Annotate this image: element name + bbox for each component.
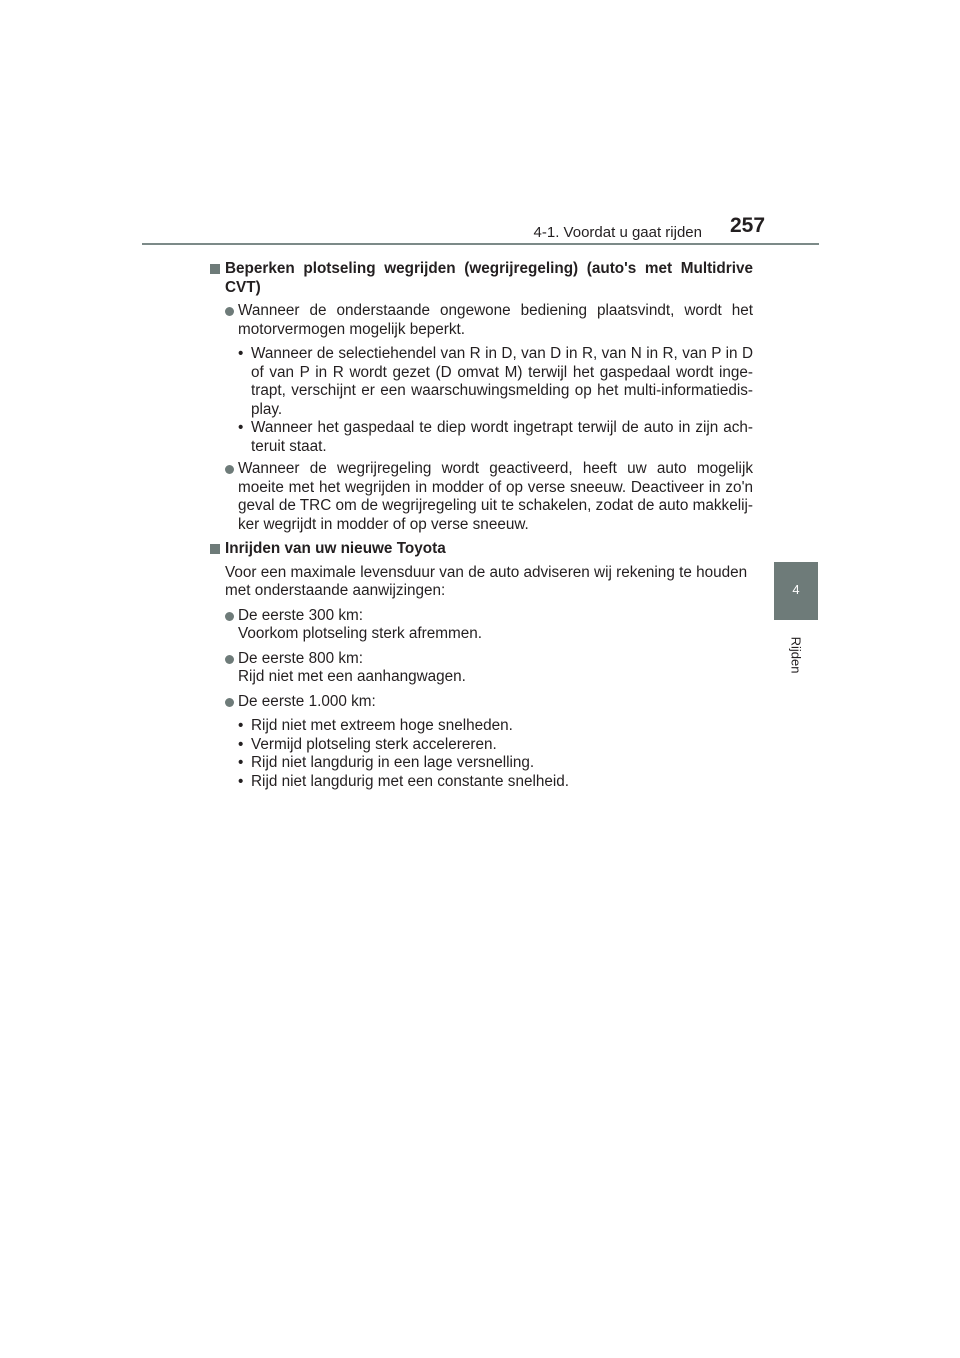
sub-list-item bbox=[209, 754, 753, 773]
list-item-title: De eerste 300 km: bbox=[238, 606, 363, 624]
sub-list-item bbox=[209, 717, 753, 736]
list-item bbox=[209, 302, 753, 339]
round-bullet-icon bbox=[225, 307, 234, 316]
page-content bbox=[209, 256, 753, 795]
list-item-text: Voorkom plotseling sterk afremmen. bbox=[238, 625, 483, 642]
sub-list-item-text: Rijd niet langdurig met een constante snelheid. bbox=[251, 772, 570, 790]
intro-paragraph: Voor een maximale levensduur van de auto adviseren wij rekening te houden met onderstaande aanwijzingen: bbox=[225, 563, 748, 599]
square-bullet-icon bbox=[210, 264, 220, 274]
sub-list-item-text: Wanneer het gaspedaal te diep wordt ingetrapt terwijl de auto in zijn ach-teruit staat. bbox=[251, 419, 753, 455]
sub-list-item-text: Rijd niet langdurig in een lage versnelling. bbox=[251, 754, 535, 771]
sub-list bbox=[209, 345, 753, 456]
list-item-title: De eerste 800 km: bbox=[238, 649, 363, 667]
list-item-title: De eerste 1.000 km: bbox=[238, 692, 376, 710]
list-item bbox=[209, 650, 753, 687]
sub-list-item bbox=[209, 773, 753, 792]
round-bullet-icon bbox=[225, 655, 234, 664]
sub-list-item-text: Rijd niet met extreem hoge snelheden. bbox=[251, 717, 513, 734]
chapter-tab: 4 bbox=[774, 562, 818, 620]
section-heading-text: Beperken plotseling wegrijden (wegrijregeling) (auto's met Multidrive CVT) bbox=[225, 260, 753, 296]
sub-list-item-text: Vermijd plotseling sterk accelereren. bbox=[251, 735, 497, 753]
list-item bbox=[209, 607, 753, 644]
dot-bullet-icon: • bbox=[238, 717, 244, 734]
sub-list-item-text: Wanneer de selectiehendel van R in D, van D in R, van N in R, van P in D of van P in R wordt gezet (D omvat M) terwijl het gaspedaal wordt inge-trapt, verschijnt er een waarschuwingsmelding op het multi-informatiedis-play. bbox=[251, 345, 753, 418]
dot-bullet-icon: • bbox=[238, 735, 244, 753]
dot-bullet-icon: • bbox=[238, 772, 244, 790]
sub-list-item bbox=[209, 736, 753, 755]
section-heading-wegrijregeling bbox=[209, 260, 753, 297]
section-heading-inrijden bbox=[209, 540, 753, 559]
header-divider bbox=[142, 243, 819, 245]
round-bullet-icon bbox=[225, 612, 234, 621]
square-bullet-icon bbox=[210, 544, 220, 554]
section-title: 4-1. Voordat u gaat rijden bbox=[533, 224, 702, 241]
section-heading-text: Inrijden van uw nieuwe Toyota bbox=[225, 540, 446, 557]
sub-list bbox=[209, 717, 753, 791]
dot-bullet-icon: • bbox=[238, 419, 244, 436]
list-item-text: Wanneer de onderstaande ongewone bediening plaatsvindt, wordt het motorvermogen mogelijk beperkt. bbox=[238, 302, 753, 338]
list-item-text: Wanneer de wegrijregeling wordt geactiveerd, heeft uw auto mogelijk moeite met het wegrijden in modder of op verse sneeuw. Deactiveer in zo'n geval de TRC om de wegrijregeling uit te schakelen, zodat de auto makkelij-ker wegrijdt in modder of op verse sneeuw. bbox=[238, 460, 753, 533]
sub-list-item bbox=[209, 345, 753, 419]
list-item bbox=[209, 693, 753, 712]
chapter-label-box bbox=[774, 620, 818, 687]
list-item-text: Rijd niet met een aanhangwagen. bbox=[238, 668, 466, 685]
round-bullet-icon bbox=[225, 698, 234, 707]
list-item bbox=[209, 460, 753, 534]
page-number: 257 bbox=[730, 214, 766, 237]
dot-bullet-icon: • bbox=[238, 345, 244, 362]
round-bullet-icon bbox=[225, 465, 234, 474]
dot-bullet-icon: • bbox=[238, 754, 244, 771]
sub-list-item bbox=[209, 419, 753, 456]
chapter-label: Rijden bbox=[788, 636, 804, 674]
